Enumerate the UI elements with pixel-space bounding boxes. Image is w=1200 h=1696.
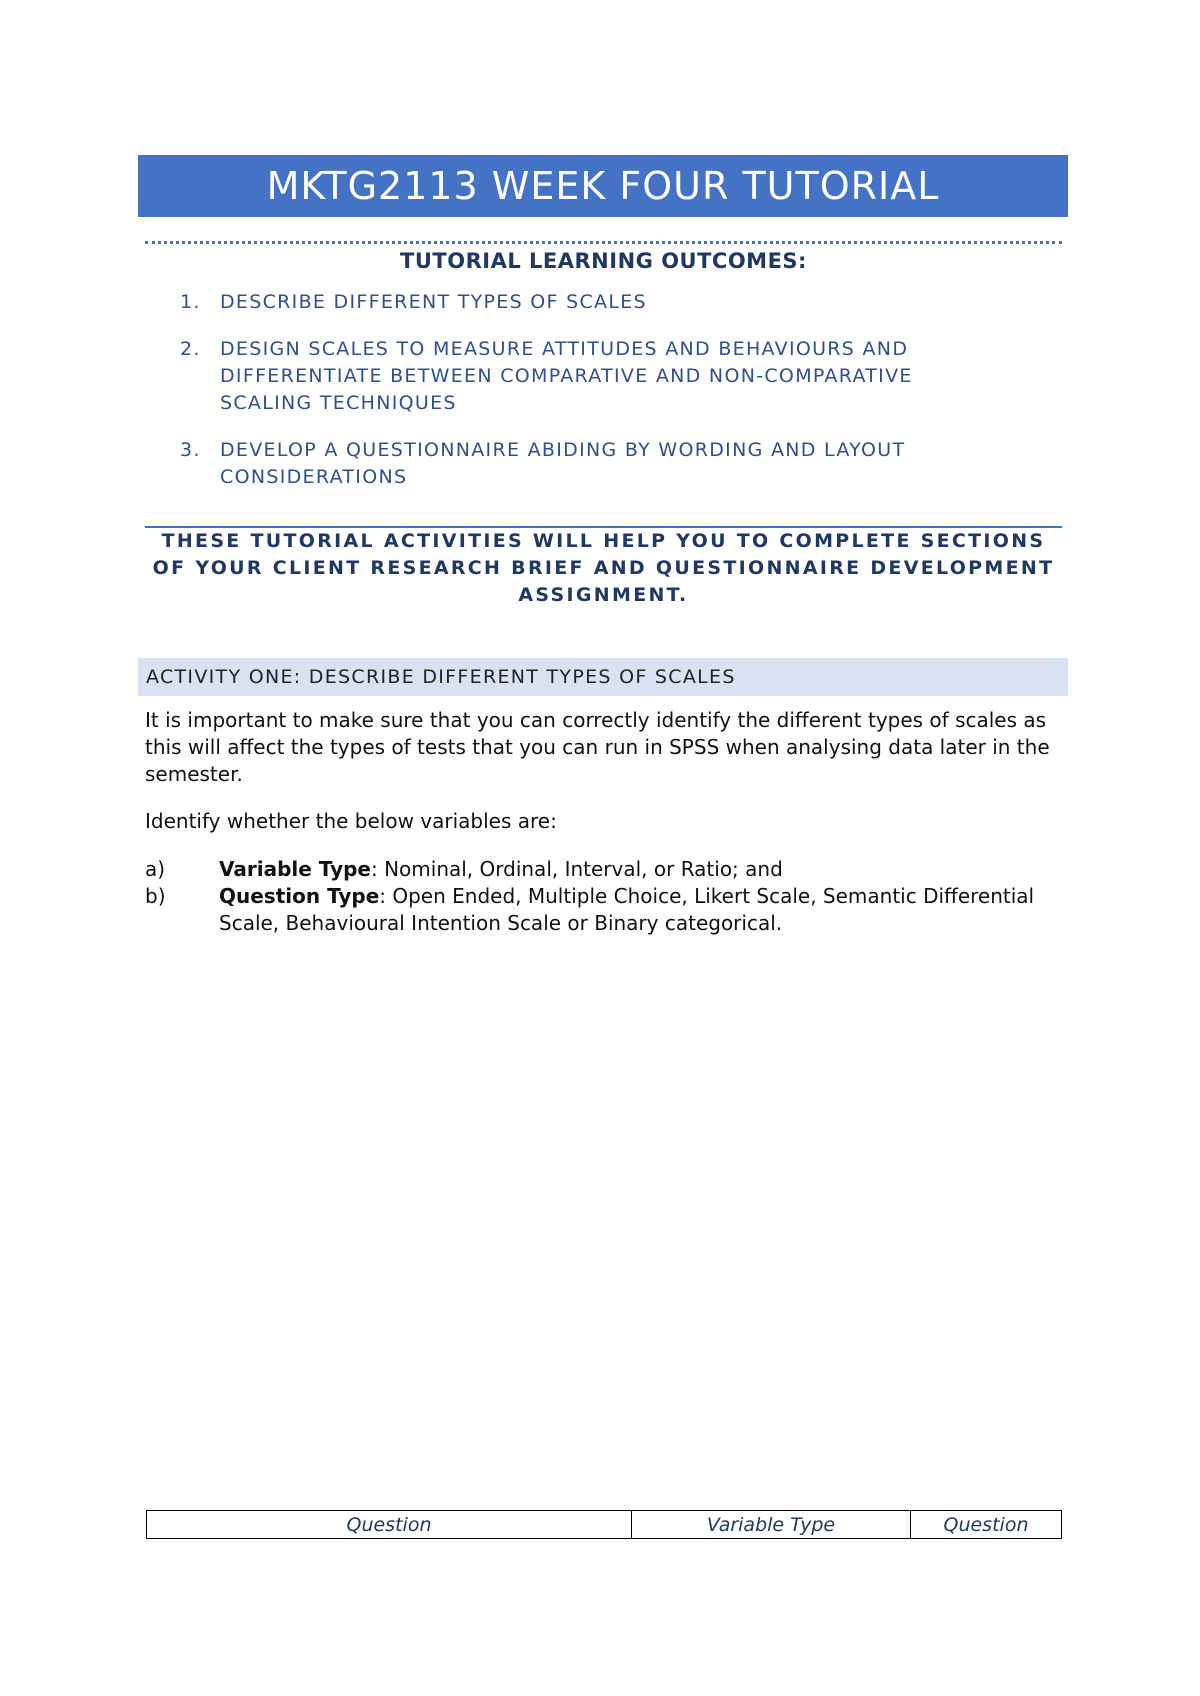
outcomes-list [180,289,1010,511]
answer-table-header [146,1510,1062,1539]
outcome-item [180,336,1010,417]
activity-title: ACTIVITY ONE: DESCRIBE DIFFERENT TYPES OF SCALES [146,666,736,688]
criteria-desc: : Nominal, Ordinal, Interval, or Ratio; and [370,857,783,881]
criteria-term: Question Type [219,884,380,908]
criteria-label: b) [145,884,166,908]
outcome-number: 3. [180,439,201,461]
criteria-label: a) [145,857,166,881]
criteria-desc: : Open Ended, Multiple Choice, Likert Scale, Semantic Differential Scale, Behavioural Intention Scale or Binary categorical. [219,884,1035,935]
criteria-list [145,856,1065,937]
outcome-text: DEVELOP A QUESTIONNAIRE ABIDING BY WORDING AND LAYOUT CONSIDERATIONS [220,439,906,488]
activity-heading-bar [138,658,1068,696]
table-header-question: Question [147,1511,632,1538]
activity-instruction: Identify whether the below variables are: [145,809,557,833]
activity-intro: It is important to make sure that you can correctly identify the different types of scales as this will affect the types of tests that you can run in SPSS when analysing data later in the semester. [145,708,1050,786]
outcomes-heading: TUTORIAL LEARNING OUTCOMES: [400,249,807,273]
outcome-number: 2. [180,338,201,360]
criteria-item [145,883,1065,937]
outcome-text: DESCRIBE DIFFERENT TYPES OF SCALES [220,291,647,313]
outcome-item [180,437,1010,491]
criteria-term: Variable Type [219,857,371,881]
assignment-note: THESE TUTORIAL ACTIVITIES WILL HELP YOU TO COMPLETE SECTIONS OF YOUR CLIENT RESEARCH BRIEF AND QUESTIONNAIRE DEVELOPMENT ASSIGNMENT. [152,530,1055,606]
table-header-variable-type: Variable Type [632,1511,911,1538]
table-header-question-type: Question [943,1513,1029,1536]
page-title: MKTG2113 WEEK FOUR TUTORIAL [266,164,940,208]
title-banner [138,155,1068,217]
dotted-divider [145,241,1062,244]
outcome-item [180,289,1010,316]
outcome-number: 1. [180,291,201,313]
outcome-text: DESIGN SCALES TO MEASURE ATTITUDES AND BEHAVIOURS AND DIFFERENTIATE BETWEEN COMPARATIVE AND NON-COMPARATIVE SCALING TECHNIQUES [220,338,913,414]
criteria-item [145,856,1065,883]
